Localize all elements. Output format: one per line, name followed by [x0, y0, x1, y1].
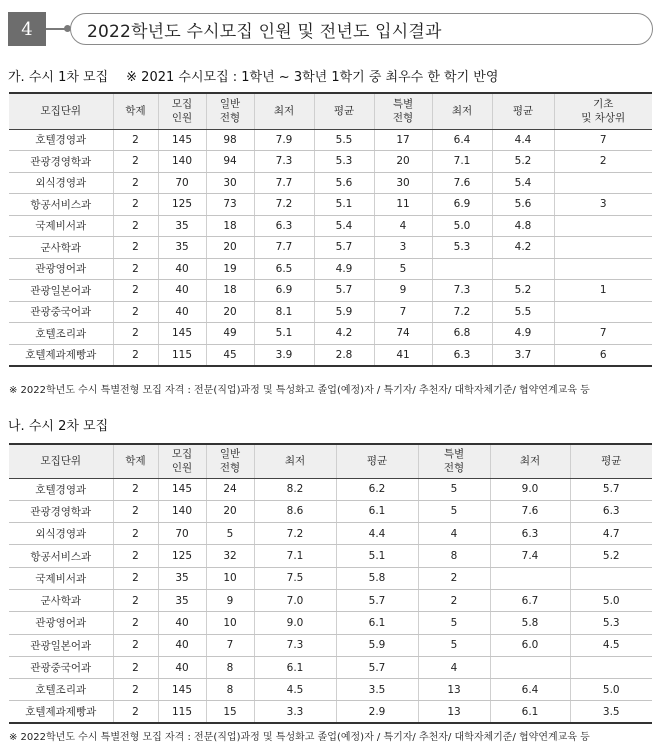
- table-cell: [490, 656, 570, 678]
- table-cell: [490, 567, 570, 589]
- table-cell: 5: [418, 612, 490, 634]
- section2-heading: [8, 415, 108, 434]
- table-cell: 6.3: [432, 344, 492, 366]
- table-cell: 30: [206, 172, 254, 194]
- table-cell: 2: [113, 194, 158, 216]
- table-cell: 7.4: [490, 545, 570, 567]
- table-row: [9, 679, 652, 701]
- table-cell: [554, 215, 652, 237]
- table-cell: 73: [206, 194, 254, 216]
- table-cell: 5.0: [570, 589, 652, 611]
- table-cell: 7: [554, 129, 652, 151]
- department-cell: 관광중국어과: [9, 656, 113, 678]
- table-cell: 70: [158, 172, 206, 194]
- table-cell: [570, 656, 652, 678]
- table-row: [9, 478, 652, 500]
- table-cell: 5.1: [336, 545, 418, 567]
- table-cell: 4.4: [492, 129, 554, 151]
- table-cell: 3.5: [336, 679, 418, 701]
- table-cell: 6.3: [490, 523, 570, 545]
- section-number-badge: 4: [8, 12, 46, 46]
- department-cell: 군사학과: [9, 589, 113, 611]
- table-row: [9, 129, 652, 151]
- table-cell: 8.2: [254, 478, 336, 500]
- table-row: [9, 656, 652, 678]
- table-cell: [554, 237, 652, 259]
- table-cell: 2: [113, 656, 158, 678]
- table-cell: 6: [554, 344, 652, 366]
- table-cell: 5.3: [314, 151, 374, 173]
- table-cell: 5.3: [570, 612, 652, 634]
- table-cell: 125: [158, 194, 206, 216]
- table-cell: [554, 258, 652, 280]
- table-cell: 40: [158, 280, 206, 302]
- column-header: 모집단위: [9, 444, 113, 478]
- department-cell: 관광일본어과: [9, 280, 113, 302]
- table-cell: 5.9: [336, 634, 418, 656]
- table-cell: 5.4: [314, 215, 374, 237]
- table-cell: 3.7: [492, 344, 554, 366]
- department-cell: 국제비서과: [9, 215, 113, 237]
- table-cell: 6.4: [432, 129, 492, 151]
- table-cell: 4: [418, 656, 490, 678]
- table-cell: 40: [158, 258, 206, 280]
- table-cell: 4: [418, 523, 490, 545]
- table-cell: 140: [158, 500, 206, 522]
- table-cell: 49: [206, 323, 254, 345]
- table-cell: 5: [206, 523, 254, 545]
- table-cell: 15: [206, 701, 254, 723]
- table-cell: 7.9: [254, 129, 314, 151]
- column-header: 모집단위: [9, 93, 113, 129]
- table-cell: 30: [374, 172, 432, 194]
- department-cell: 호텔경영과: [9, 129, 113, 151]
- table-cell: 45: [206, 344, 254, 366]
- table-cell: 40: [158, 634, 206, 656]
- table-cell: 4.4: [336, 523, 418, 545]
- table-cell: 5.2: [492, 280, 554, 302]
- table-cell: 2: [113, 634, 158, 656]
- table-cell: 5.1: [254, 323, 314, 345]
- table-cell: 94: [206, 151, 254, 173]
- table-row: [9, 301, 652, 323]
- column-header: 평균: [570, 444, 652, 478]
- department-cell: 외식경영과: [9, 523, 113, 545]
- column-header: 학제: [113, 93, 158, 129]
- table-cell: 2: [554, 151, 652, 173]
- table-row: [9, 258, 652, 280]
- table-cell: 6.0: [490, 634, 570, 656]
- table-row: [9, 215, 652, 237]
- column-header: 특별 전형: [374, 93, 432, 129]
- table-cell: 5.0: [570, 679, 652, 701]
- table-cell: 7.1: [254, 545, 336, 567]
- table-cell: 5: [418, 634, 490, 656]
- table-row: [9, 194, 652, 216]
- table-cell: 6.4: [490, 679, 570, 701]
- department-cell: 관광경영학과: [9, 500, 113, 522]
- table-row: [9, 500, 652, 522]
- table-cell: 115: [158, 701, 206, 723]
- table-cell: 41: [374, 344, 432, 366]
- table-cell: 5.6: [314, 172, 374, 194]
- column-header: 평균: [492, 93, 554, 129]
- department-cell: 관광영어과: [9, 612, 113, 634]
- table-cell: 7: [374, 301, 432, 323]
- column-header: 일반 전형: [206, 444, 254, 478]
- table-cell: 6.1: [336, 612, 418, 634]
- table-row: [9, 172, 652, 194]
- table-cell: 6.8: [432, 323, 492, 345]
- table-cell: 40: [158, 612, 206, 634]
- department-cell: 호텔제과제빵과: [9, 701, 113, 723]
- table-row: [9, 344, 652, 366]
- table-cell: 13: [418, 701, 490, 723]
- table-cell: 5.7: [570, 478, 652, 500]
- table-cell: 5: [418, 500, 490, 522]
- table-cell: 7: [206, 634, 254, 656]
- table-cell: 2: [113, 567, 158, 589]
- table-cell: 74: [374, 323, 432, 345]
- column-header: 기초 및 차상위: [554, 93, 652, 129]
- table-cell: 70: [158, 523, 206, 545]
- table-cell: 2: [113, 545, 158, 567]
- department-cell: 호텔제과제빵과: [9, 344, 113, 366]
- table-cell: 5.7: [314, 280, 374, 302]
- table-cell: 9: [374, 280, 432, 302]
- table-cell: 9.0: [254, 612, 336, 634]
- table-row: [9, 545, 652, 567]
- table-cell: 2: [113, 151, 158, 173]
- table-cell: 4.2: [492, 237, 554, 259]
- table-cell: 6.9: [254, 280, 314, 302]
- table-cell: 145: [158, 323, 206, 345]
- table-row: [9, 237, 652, 259]
- table-row: [9, 567, 652, 589]
- table-cell: 145: [158, 129, 206, 151]
- table-cell: 7.2: [254, 194, 314, 216]
- table-row: [9, 523, 652, 545]
- table-cell: 6.3: [570, 500, 652, 522]
- table-cell: 7.3: [254, 634, 336, 656]
- table-cell: 2: [113, 301, 158, 323]
- column-header: 모집 인원: [158, 444, 206, 478]
- table-cell: 5: [374, 258, 432, 280]
- table-cell: 20: [206, 237, 254, 259]
- table-cell: 7.5: [254, 567, 336, 589]
- column-header: 모집 인원: [158, 93, 206, 129]
- table-cell: 8: [418, 545, 490, 567]
- table-cell: 2: [113, 701, 158, 723]
- table-cell: 4: [374, 215, 432, 237]
- table-cell: 115: [158, 344, 206, 366]
- table-cell: 5.8: [490, 612, 570, 634]
- table-cell: 20: [206, 301, 254, 323]
- column-header: 최저: [432, 93, 492, 129]
- table-cell: 35: [158, 215, 206, 237]
- department-cell: 외식경영과: [9, 172, 113, 194]
- table-cell: 18: [206, 280, 254, 302]
- table-cell: 3.3: [254, 701, 336, 723]
- department-cell: 관광영어과: [9, 258, 113, 280]
- table-cell: 40: [158, 656, 206, 678]
- table-cell: 2: [113, 129, 158, 151]
- table-cell: 5.8: [336, 567, 418, 589]
- section-header: [8, 12, 653, 46]
- table-row: [9, 634, 652, 656]
- table-cell: 5.0: [432, 215, 492, 237]
- column-header: 학제: [113, 444, 158, 478]
- table-cell: 7.6: [432, 172, 492, 194]
- table-cell: 7.2: [254, 523, 336, 545]
- department-cell: 군사학과: [9, 237, 113, 259]
- table-second-round: [9, 443, 652, 724]
- table-cell: 11: [374, 194, 432, 216]
- table-row: [9, 151, 652, 173]
- section1-note: ※ 2021 수시모집 : 1학년 ~ 3학년 1학기 중 최우수 한 학기 반영: [126, 70, 499, 85]
- table-cell: 10: [206, 612, 254, 634]
- table-cell: 2.9: [336, 701, 418, 723]
- table-cell: 9: [206, 589, 254, 611]
- table-cell: 19: [206, 258, 254, 280]
- table-cell: 2: [418, 589, 490, 611]
- table-cell: [554, 301, 652, 323]
- table-cell: 5.3: [432, 237, 492, 259]
- column-header: 특별 전형: [418, 444, 490, 478]
- table-cell: 2: [113, 589, 158, 611]
- table-cell: 3: [554, 194, 652, 216]
- table-cell: 125: [158, 545, 206, 567]
- column-header: 최저: [254, 93, 314, 129]
- table-cell: 5.6: [492, 194, 554, 216]
- table-cell: 5: [418, 478, 490, 500]
- page-title: 2022학년도 수시모집 인원 및 전년도 입시결과: [70, 13, 653, 45]
- table-cell: 2: [113, 500, 158, 522]
- table-cell: 7: [554, 323, 652, 345]
- table-cell: 32: [206, 545, 254, 567]
- table-cell: 2.8: [314, 344, 374, 366]
- table-cell: 6.7: [490, 589, 570, 611]
- table-cell: 145: [158, 679, 206, 701]
- section2-footnote: ※ 2022학년도 수시 특별전형 모집 자격 : 전문(직업)과정 및 특성화고 졸업(예정)자 / 특기자/ 추천자/ 대학자체기준/ 협약연계교육 등: [9, 732, 590, 743]
- table-cell: 2: [113, 478, 158, 500]
- table-cell: 98: [206, 129, 254, 151]
- table-cell: 7.7: [254, 237, 314, 259]
- department-cell: 호텔조리과: [9, 323, 113, 345]
- table-row: [9, 323, 652, 345]
- table-cell: 2: [113, 523, 158, 545]
- table-cell: 7.1: [432, 151, 492, 173]
- department-cell: 항공서비스과: [9, 545, 113, 567]
- department-cell: 호텔조리과: [9, 679, 113, 701]
- section1-title: 가. 수시 1차 모집: [8, 70, 109, 85]
- table-cell: 5.9: [314, 301, 374, 323]
- table-cell: 4.5: [254, 679, 336, 701]
- table-cell: 2: [113, 323, 158, 345]
- department-cell: 호텔경영과: [9, 478, 113, 500]
- table-cell: 5.5: [314, 129, 374, 151]
- table-cell: 6.1: [254, 656, 336, 678]
- table-cell: 7.6: [490, 500, 570, 522]
- table-cell: 140: [158, 151, 206, 173]
- column-header: 평균: [314, 93, 374, 129]
- table-cell: 3.5: [570, 701, 652, 723]
- table-cell: 2: [113, 280, 158, 302]
- table-cell: 2: [113, 612, 158, 634]
- table-cell: 6.1: [336, 500, 418, 522]
- table-cell: 8: [206, 679, 254, 701]
- table-cell: 6.2: [336, 478, 418, 500]
- table-cell: 7.3: [432, 280, 492, 302]
- table-header-row: [9, 93, 652, 129]
- table-cell: 7.3: [254, 151, 314, 173]
- table-cell: 7.7: [254, 172, 314, 194]
- table-cell: 7.2: [432, 301, 492, 323]
- table-cell: 2: [113, 215, 158, 237]
- table-cell: 6.3: [254, 215, 314, 237]
- section2-title: 나. 수시 2차 모집: [8, 419, 109, 434]
- table-cell: [432, 258, 492, 280]
- table-cell: 5.1: [314, 194, 374, 216]
- table-cell: 5.7: [336, 656, 418, 678]
- table-first-round: [9, 92, 652, 367]
- table-cell: 10: [206, 567, 254, 589]
- table-cell: 8.1: [254, 301, 314, 323]
- table-cell: 5.2: [570, 545, 652, 567]
- table-cell: 40: [158, 301, 206, 323]
- table-cell: 2: [113, 237, 158, 259]
- department-cell: 관광경영학과: [9, 151, 113, 173]
- table-cell: 5.4: [492, 172, 554, 194]
- department-cell: 국제비서과: [9, 567, 113, 589]
- table-cell: 9.0: [490, 478, 570, 500]
- table-cell: 6.9: [432, 194, 492, 216]
- table-cell: 8: [206, 656, 254, 678]
- table-cell: 2: [113, 172, 158, 194]
- table-cell: 4.5: [570, 634, 652, 656]
- department-cell: 항공서비스과: [9, 194, 113, 216]
- table-cell: 35: [158, 589, 206, 611]
- table-cell: 6.5: [254, 258, 314, 280]
- department-cell: 관광중국어과: [9, 301, 113, 323]
- table-cell: 24: [206, 478, 254, 500]
- table-cell: 2: [113, 679, 158, 701]
- column-header: 평균: [336, 444, 418, 478]
- column-header: 최저: [254, 444, 336, 478]
- table-row: [9, 612, 652, 634]
- table-cell: 5.2: [492, 151, 554, 173]
- table-cell: 8.6: [254, 500, 336, 522]
- table-cell: 145: [158, 478, 206, 500]
- table-cell: 4.7: [570, 523, 652, 545]
- table-header-row: [9, 444, 652, 478]
- table-cell: 5.7: [336, 589, 418, 611]
- table-cell: 2: [113, 344, 158, 366]
- section1-footnote: ※ 2022학년도 수시 특별전형 모집 자격 : 전문(직업)과정 및 특성화고 졸업(예정)자 / 특기자/ 추천자/ 대학자체기준/ 협약연계교육 등: [9, 385, 590, 396]
- table-cell: 20: [206, 500, 254, 522]
- table-cell: 13: [418, 679, 490, 701]
- section1-heading: [8, 66, 498, 85]
- department-cell: 관광일본어과: [9, 634, 113, 656]
- table-cell: 2: [418, 567, 490, 589]
- table-cell: 4.2: [314, 323, 374, 345]
- table-cell: 35: [158, 567, 206, 589]
- table-cell: 3.9: [254, 344, 314, 366]
- table-cell: 35: [158, 237, 206, 259]
- table-cell: 4.9: [314, 258, 374, 280]
- table-row: [9, 280, 652, 302]
- table-cell: 1: [554, 280, 652, 302]
- column-header: 최저: [490, 444, 570, 478]
- table-cell: 4.9: [492, 323, 554, 345]
- table-cell: 5.5: [492, 301, 554, 323]
- table-cell: 4.8: [492, 215, 554, 237]
- table-cell: 17: [374, 129, 432, 151]
- table-cell: 2: [113, 258, 158, 280]
- table-cell: 18: [206, 215, 254, 237]
- table-row: [9, 589, 652, 611]
- table-cell: 5.7: [314, 237, 374, 259]
- table-cell: 3: [374, 237, 432, 259]
- table-cell: [554, 172, 652, 194]
- table-cell: 20: [374, 151, 432, 173]
- table-cell: 6.1: [490, 701, 570, 723]
- table-row: [9, 701, 652, 723]
- column-header: 일반 전형: [206, 93, 254, 129]
- table-cell: 7.0: [254, 589, 336, 611]
- table-cell: [570, 567, 652, 589]
- table-cell: [492, 258, 554, 280]
